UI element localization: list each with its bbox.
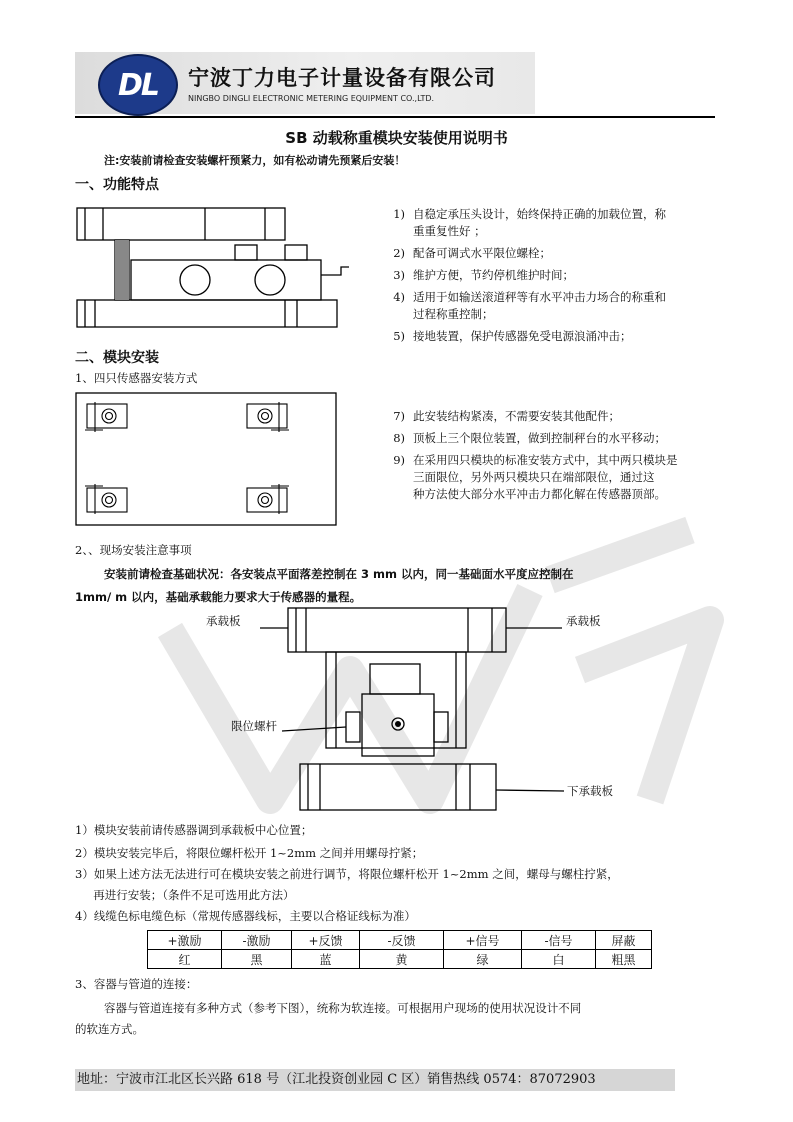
table-cell: 黄 xyxy=(360,950,444,969)
step-1: 1）模块安装前请传感器调到承载板中心位置； xyxy=(75,823,313,837)
header-rule xyxy=(75,116,715,118)
list-item-number: 9) xyxy=(393,453,405,467)
sub-heading-pipe-connection: 3、容器与管道的连接： xyxy=(75,977,198,991)
table-cell: 白 xyxy=(522,950,596,969)
step-4: 4）线缆色标电缆色标（常规传感器线标，主要以合格证线标为准） xyxy=(75,909,416,923)
install-note: 注:安装前请检查安装螺杆预紧力，如有松动请先预紧后安装！ xyxy=(104,154,406,167)
module-side-drawing xyxy=(75,205,355,330)
list-item-text: 配备可调式水平限位螺栓； xyxy=(413,246,551,260)
sub-heading-four-sensors: 1、四只传感器安装方式 xyxy=(75,371,198,385)
table-cell: 红 xyxy=(148,950,222,969)
table-cell: 粗黑 xyxy=(596,950,652,969)
pipe-connection-para-line1: 容器与管道连接有多种方式（参考下图），统称为软连接。可根据用户现场的使用状况设计不同 xyxy=(104,1001,582,1015)
list-item-text: 在采用四只模块的标准安装方式中，其中两只模块是 xyxy=(413,453,678,467)
pipe-connection-para-line2: 的软连方式。 xyxy=(75,1022,144,1036)
list-item-text: 过程称重控制； xyxy=(413,307,494,321)
table-cell: -信号 xyxy=(522,931,596,950)
document-title: SB 动载称重模块安装使用说明书 xyxy=(285,129,508,147)
table-cell: -反馈 xyxy=(360,931,444,950)
company-name-en: NINGBO DINGLI ELECTRONIC METERING EQUIPMENT CO.,LTD. xyxy=(188,94,435,103)
list-item-text: 重重复性好 ； xyxy=(413,224,486,238)
list-item-text: 自稳定承压头设计，始终保持正确的加载位置，称 xyxy=(413,207,666,221)
company-name-cn: 宁波丁力电子计量设备有限公司 xyxy=(188,66,496,90)
list-item-text: 接地装置，保护传感器免受电源浪涌冲击； xyxy=(413,329,632,343)
foundation-requirement-line2: 1mm/ m 以内，基础承载能力要求大于传感器的量程。 xyxy=(75,590,362,604)
section2-heading: 二、模块安装 xyxy=(75,350,159,366)
list-item-number: 5) xyxy=(393,329,405,343)
step-3-cont: 再进行安装；（条件不足可选用此方法） xyxy=(75,888,295,902)
sub-heading-site-install: 2、、现场安装注意事项 xyxy=(75,543,192,557)
step-2: 2）模块安装完毕后，将限位螺杆松开 1~2mm 之间并用螺母拧紧； xyxy=(75,846,424,860)
list-item-text: 顶板上三个限位装置，做到控制秤台的水平移动； xyxy=(413,431,666,445)
list-item-text: 此安装结构紧凑，不需要安装其他配件； xyxy=(413,409,620,423)
foundation-requirement-line1: 安装前请检查基础状况：各安装点平面落差控制在 3 mm 以内，同一基础面水平度应控制在 xyxy=(104,567,574,581)
table-cell: 屏蔽 xyxy=(596,931,652,950)
table-cell: 黑 xyxy=(222,950,292,969)
label-limit-bolt: 限位螺杆 xyxy=(231,719,277,733)
company-logo xyxy=(98,54,178,116)
label-top-plate-left: 承载板 xyxy=(206,614,241,628)
footer-address: 地址：宁波市江北区长兴路 618 号（江北投资创业园 C 区）销售热线 0574：87072903 xyxy=(75,1069,675,1091)
list-item-text: 维护方便，节约停机维护时间； xyxy=(413,268,574,282)
table-cell: -激励 xyxy=(222,931,292,950)
list-item-text: 适用于如输送滚道秤等有水平冲击力场合的称重和 xyxy=(413,290,666,304)
cable-color-table xyxy=(147,930,652,969)
label-top-plate-right: 承载板 xyxy=(566,614,601,628)
list-item-number: 4) xyxy=(393,290,405,304)
four-sensor-layout-drawing xyxy=(75,392,337,526)
step-3: 3）如果上述方法无法进行可在模块安装之前进行调节，将限位螺杆松开 1~2mm 之间，螺母与螺柱拧紧， xyxy=(75,867,619,881)
label-bottom-plate: 下承载板 xyxy=(567,784,613,798)
section1-heading: 一、功能特点 xyxy=(75,177,159,193)
list-item-text: 三面限位，另外两只模块只在端部限位，通过这 xyxy=(413,470,655,484)
list-item-number: 2) xyxy=(393,246,405,260)
table-cell: +反馈 xyxy=(292,931,360,950)
table-cell: +激励 xyxy=(148,931,222,950)
table-cell: 蓝 xyxy=(292,950,360,969)
table-header-row xyxy=(148,931,652,950)
list-item-number: 7) xyxy=(393,409,405,423)
table-row xyxy=(148,950,652,969)
installation-front-diagram xyxy=(200,604,600,814)
list-item-number: 3) xyxy=(393,268,405,282)
list-item-number: 1) xyxy=(393,207,405,221)
list-item-number: 8) xyxy=(393,431,405,445)
table-cell: +信号 xyxy=(444,931,522,950)
table-cell: 绿 xyxy=(444,950,522,969)
logo-text: DL xyxy=(117,67,159,103)
list-item-text: 种方法使大部分水平冲击力都化解在传感器顶部。 xyxy=(413,487,666,501)
